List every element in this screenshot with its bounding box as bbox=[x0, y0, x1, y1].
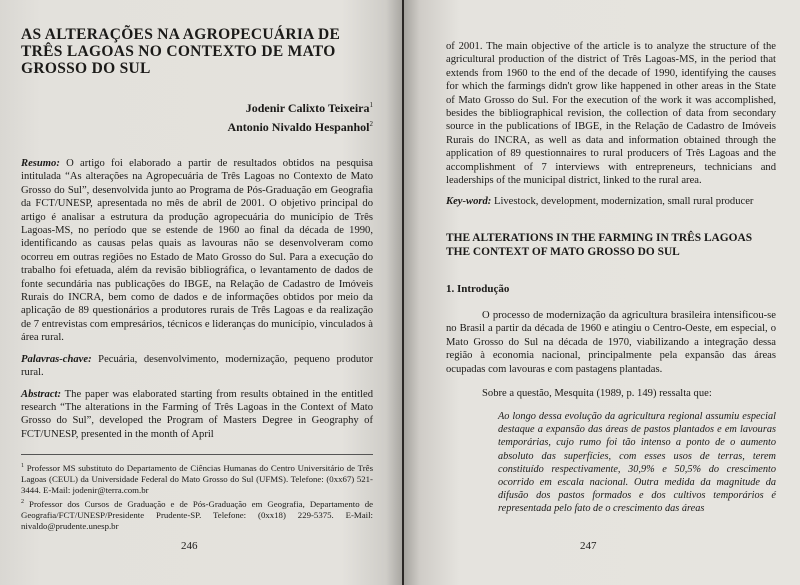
left-page-content bbox=[21, 26, 373, 449]
resumo-paragraph bbox=[21, 157, 373, 345]
footnote-mark: 2 bbox=[21, 498, 24, 505]
footnote-1 bbox=[21, 461, 373, 496]
keywords-paragraph bbox=[446, 195, 776, 208]
block-quote: Ao longo dessa evolução da agricultura regional assumiu especial destaque a expansão das áreas de pastos plantados e em lavouras temporárias, cujo rumo foi tão intenso a ponto de o aumento absoluto das superfícies, com esses usos de terras, terem constituído respectivamente, 30,9% e 50,5% do crescimento ocorrido em escala nacional. Outra medida da magnitude da difusão dos pastos formados e dos cultivos temporários é representada pelo fato de o crescimento das áreas bbox=[498, 410, 776, 515]
section-heading: 1. Introdução bbox=[446, 282, 510, 295]
right-page-content bbox=[446, 40, 776, 516]
intro-paragraph-2: Sobre a questão, Mesquita (1989, p. 149) ressalta que: bbox=[482, 387, 712, 399]
right-page bbox=[404, 0, 800, 585]
abstract-label: Abstract: bbox=[21, 388, 62, 400]
palavras-chave-text: Pecuária, desenvolvimento, modernização, pequeno produtor rural. bbox=[21, 353, 373, 379]
abstract-section bbox=[21, 157, 373, 441]
resumo-text: O artigo foi elaborado a partir de resultados obtidos na pesquisa intitulada “As alterações na Agropecuária de Três Lagoas no Contexto de Mato Grosso do Sul”, desenvolvida junto ao Programa de Pós-Graduação em Geografia da FCT/UNESP, apresentada no mês de abril de 2001. O objetivo principal do artigo é analisar a estrutura da produção agropecuária do município de Três Lagoas-MS, no período que se estende de 1960 ao final da década de 1990, identificando as causas pelas quais as lavouras não se desenvolveram como ocorreu em outras regiões no Estado de Mato Grosso do Sul. Para a execução do trabalho foi efetuada, além da revisão bibliográfica, o levantamento de dados de fonte secundária nas publicações do IBGE, na Relação de Cadastro de Imóveis Rurais do INCRA, bem como de dados e de informações obtidos por meio da aplicação de 89 questionários a produtores rurais de Três Lagoas e da realização de 7 entrevistas com empresários, técnicos e lideranças do município, vinculados à área rural. bbox=[21, 158, 374, 344]
footnote-mark: 1 bbox=[21, 463, 24, 469]
intro-paragraph-1: O processo de modernização da agricultura brasileira intensificou-se no Brasil a partir da década de 1960 e atingiu o Centro-Oeste, em especial, o Mato Grosso do Sul na década de 1970, viabilizando a integração dessa região à economia nacional, principalmente pela expansão das áreas ocupadas com lavouras e com pastagens plantadas. bbox=[446, 309, 776, 375]
author-name: Antonio Nivaldo Hespanhol bbox=[227, 120, 370, 134]
resumo-label: Resumo: bbox=[21, 158, 60, 169]
author-1 bbox=[21, 97, 373, 116]
footnote-text: Professor MS substituto do Departamento de Ciências Humanas do Centro Universitário de Três Lagoas (CEUL) da Universidade Federal do Mato Grosso do Sul (UFMS). Telefone: (0xx67) 521-3444. E-Mail: jodenir@terra.com.br bbox=[21, 462, 373, 495]
footnote-ref: 1 bbox=[369, 101, 373, 109]
author-name: Jodenir Calixto Teixeira bbox=[245, 101, 370, 115]
footnote-2 bbox=[21, 497, 373, 532]
abstract-continuation: of 2001. The main objective of the article is to analyze the structure of the agricultural production of the district of Três Lagoas-MS, in the period that extends from 1960 to the end of the decade of 1990, identifying the causes for which the farmings didn't grow like happened in other areas in the State of Mato Grosso do Sul. For the execution of the work it was accomplished, besides the bibliographical revision, the collection of data from secondary source in the publications of IBGE, in the Relação de Cadastro de Imóveis Rurais do INCRA, as well as data and information obtained through the application of 89 questionnaires to rural producers of Três Lagoas and the accomplishment of 7 interviews with entrepreneurs, technicians and leaderships of the municipal district, linked to the rural area. bbox=[446, 41, 776, 187]
author-2 bbox=[21, 116, 373, 135]
keywords-label: Key-word: bbox=[446, 196, 492, 208]
page-number-left: 246 bbox=[181, 540, 198, 552]
english-title: THE ALTERATIONS IN THE FARMING IN TRÊS LAGOAS THE CONTEXT OF MATO GROSSO DO SUL bbox=[446, 231, 753, 258]
footnote-ref: 2 bbox=[369, 120, 373, 128]
abstract-paragraph bbox=[21, 388, 373, 442]
footnote-text: Professor dos Cursos de Graduação e de Pós-Graduação em Geografia, Departamento de Geografia/FCT/UNESP/Presidente Prudente-SP. Telefone: (0xx18) 229-5375. E-Mail: nivaldo@prudente.unesp.br bbox=[21, 498, 373, 531]
keywords-text: Livestock, development, modernization, small rural producer bbox=[493, 196, 754, 208]
article-title: AS ALTERAÇÕES NA AGROPECUÁRIA DE TRÊS LAGOAS NO CONTEXTO DE MATO GROSSO DO SUL bbox=[21, 26, 341, 77]
abstract-text: The paper was elaborated starting from results obtained in the entitled research “The alterations in the Farming of Três Lagoas in the Context of Mato Grosso do Sul”, developed the Program of Masters Degree in Geography of FCT/UNESP, presented in the month of April bbox=[21, 388, 373, 440]
palavras-chave-label: Palavras-chave: bbox=[21, 353, 92, 365]
authors bbox=[21, 97, 373, 135]
page-number-right: 247 bbox=[580, 540, 597, 552]
palavras-chave-paragraph bbox=[21, 353, 373, 380]
footnotes bbox=[21, 454, 373, 533]
